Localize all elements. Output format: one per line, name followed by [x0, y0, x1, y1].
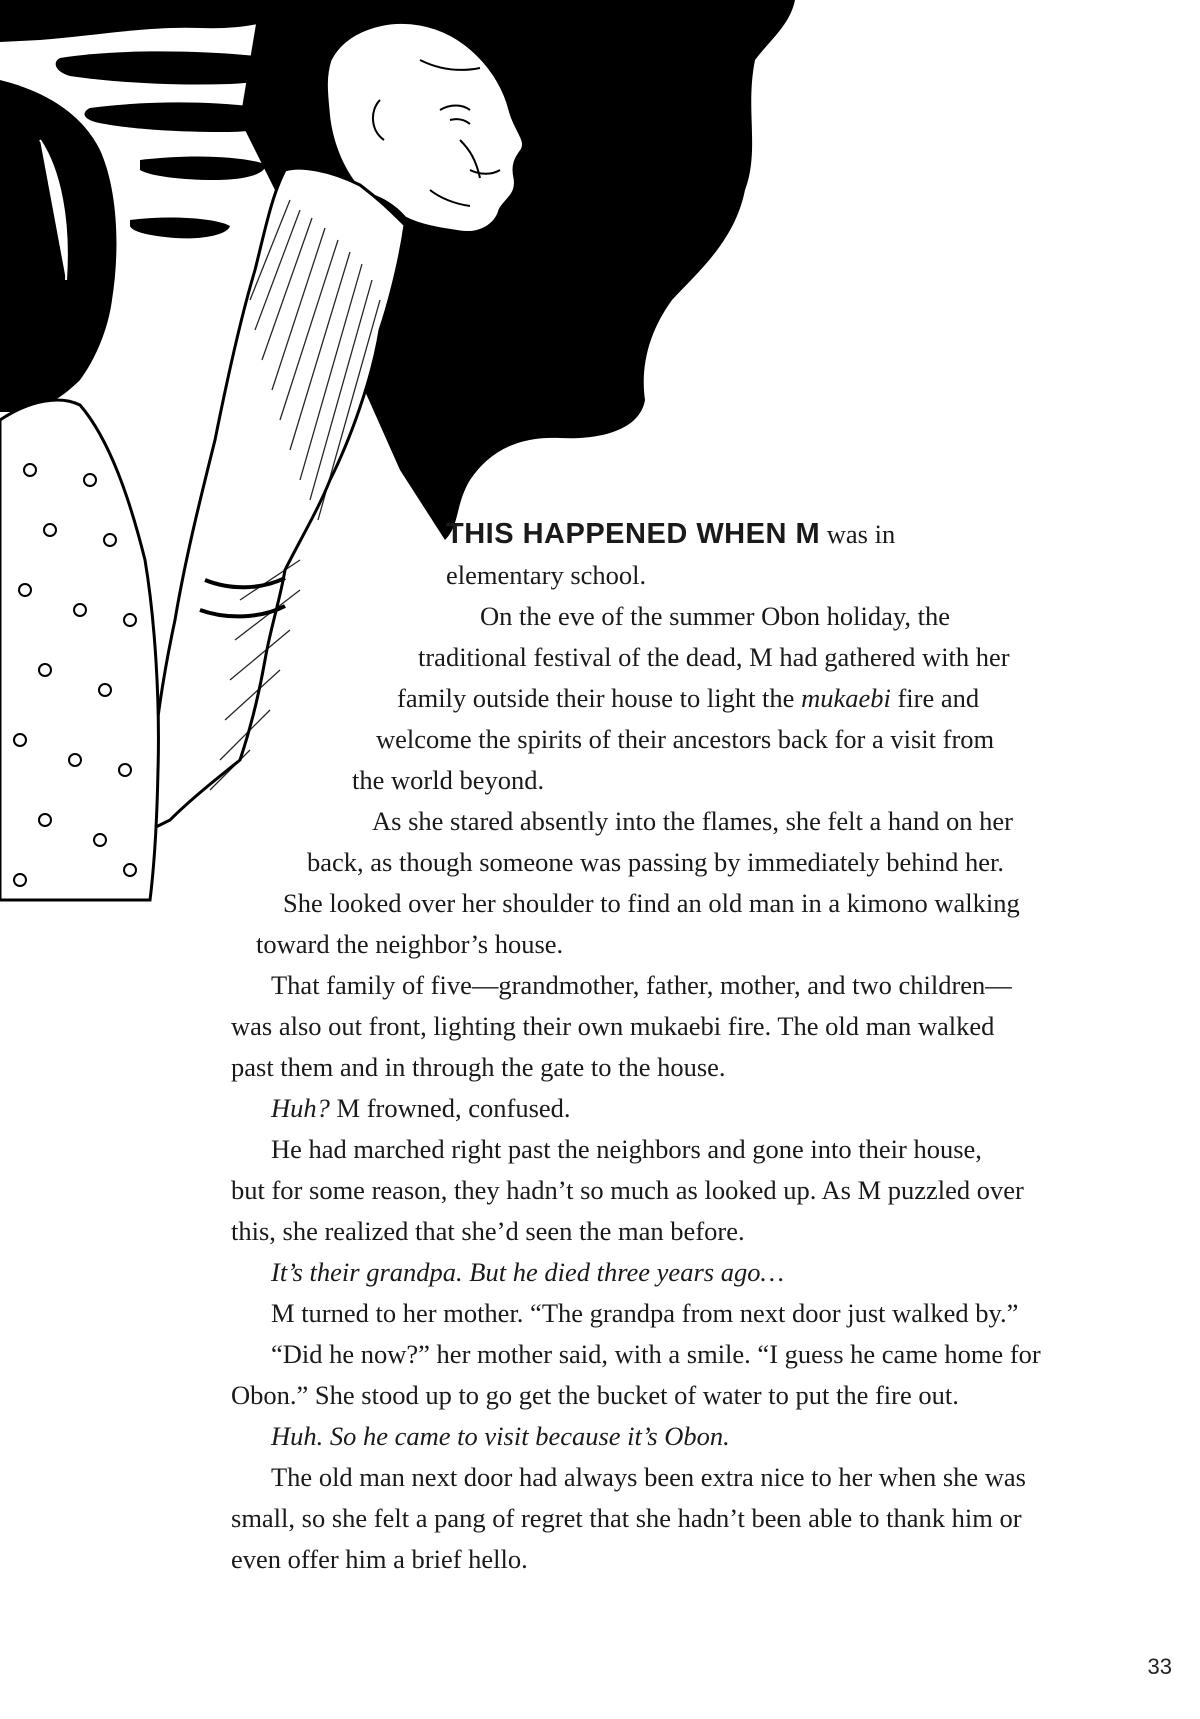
smoke-streak — [140, 157, 265, 180]
text-line: traditional festival of the dead, M had gathered with her — [418, 642, 1010, 672]
text-line: That family of five—grandmother, father, mother, and two children— — [271, 970, 1012, 1000]
text-line: elementary school. — [446, 560, 647, 590]
text-line: family outside their house to light the mukaebi fire and — [397, 683, 980, 713]
text-line: She looked over her shoulder to find an old man in a kimono walking — [283, 888, 1020, 918]
text-line: welcome the spirits of their ancestors back for a visit from — [376, 724, 995, 754]
text-line: past them and in through the gate to the house. — [231, 1052, 726, 1082]
text-line: On the eve of the summer Obon holiday, the — [480, 601, 951, 631]
text-line: but for some reason, they hadn’t so much as looked up. As M puzzled over — [231, 1175, 1024, 1205]
text-line: Obon.” She stood up to go get the bucket of water to put the fire out. — [231, 1380, 959, 1410]
smoke-streak — [130, 218, 230, 239]
page-number: 33 — [1147, 1654, 1172, 1679]
text-line: THIS HAPPENED WHEN M was in — [446, 518, 896, 550]
italic-term: mukaebi — [801, 683, 891, 713]
text-line: As she stared absently into the flames, she felt a hand on her — [372, 806, 1013, 836]
italic-thought: Huh? — [271, 1093, 330, 1123]
girl-hair — [0, 80, 116, 412]
text-line: The old man next door had always been extra nice to her when she was — [271, 1462, 1026, 1492]
text-line: Huh? M frowned, confused. — [271, 1093, 571, 1123]
text-line: was also out front, lighting their own mukaebi fire. The old man walked — [231, 1011, 995, 1041]
smoke-streak — [56, 51, 293, 84]
italic-thought: It’s their grandpa. But he died three years ago… — [271, 1257, 785, 1287]
text-line: the world beyond. — [352, 765, 545, 795]
old-man-kimono — [150, 168, 405, 830]
text-line: M turned to her mother. “The grandpa from next door just walked by.” — [271, 1298, 1019, 1328]
text-line: “Did he now?” her mother said, with a smile. “I guess he came home for — [271, 1339, 1041, 1369]
text-line: He had marched right past the neighbors and gone into their house, — [271, 1134, 982, 1164]
text-line: small, so she felt a pang of regret that she hadn’t been able to thank him or — [231, 1503, 1022, 1533]
text-line: back, as though someone was passing by immediately behind her. — [307, 847, 1004, 877]
text-line: even offer him a brief hello. — [231, 1544, 528, 1574]
text-line: this, she realized that she’d seen the man before. — [231, 1216, 745, 1246]
text-line: toward the neighbor’s house. — [256, 929, 564, 959]
italic-thought: Huh. So he came to visit because it’s Obon. — [271, 1421, 730, 1451]
girl-dress — [0, 400, 158, 900]
chapter-lead-in: THIS HAPPENED WHEN M — [446, 518, 821, 550]
